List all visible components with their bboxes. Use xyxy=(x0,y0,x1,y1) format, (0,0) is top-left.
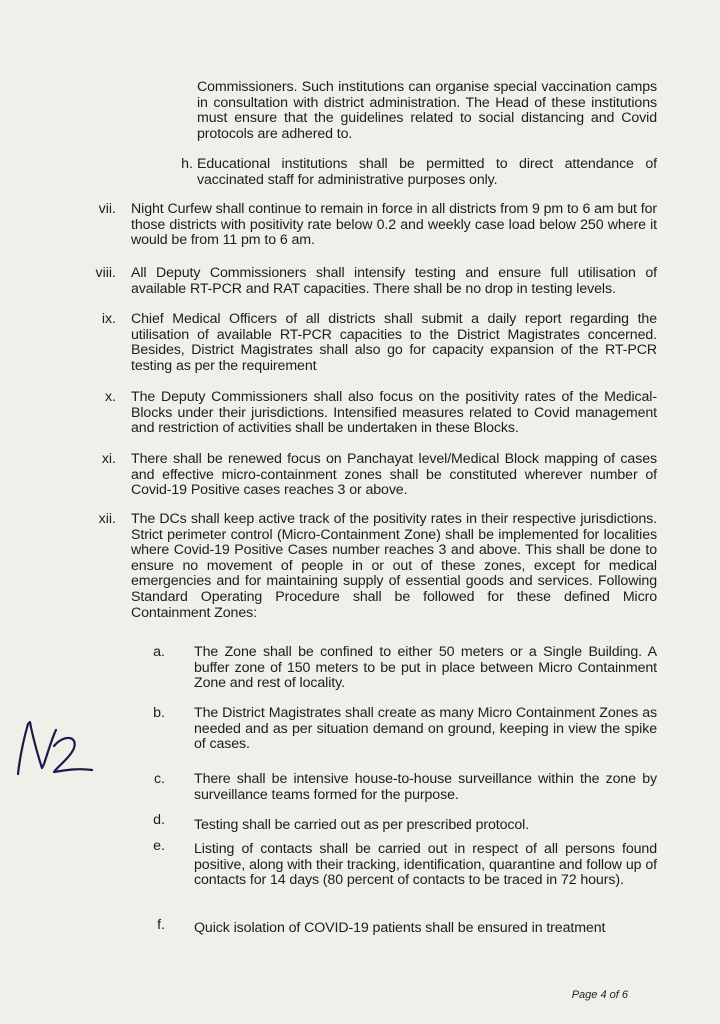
item-xii-text: The DCs shall keep active track of the positivity rates in their respective jurisdictions. Strict perimeter control (Micro-Containment Zone) shall be implemented for localities where Covid-19 Positive Cases number reaches 3 and above. This shall be done to ensure no movement of people in or out of these zones, except for medical emergencies and for maintaining supply of essential goods and services. Following Standard Operating Procedure shall be followed for these defined Micro Containment Zones: xyxy=(131,511,657,621)
item-viii-marker: viii. xyxy=(95,265,116,281)
item-c-marker: c. xyxy=(153,771,165,787)
item-xii-marker: xii. xyxy=(98,511,116,527)
item-a-marker: a. xyxy=(153,644,165,660)
item-e-marker: e. xyxy=(153,838,165,854)
continuation-paragraph: Commissioners. Such institutions can organise special vaccination camps in consultation with district administration. The Head of these institutions must ensure that the guidelines related to social distancing and Covid protocols are adhered to. xyxy=(197,79,657,142)
item-vii-text: Night Curfew shall continue to remain in force in all districts from 9 pm to 6 am but for those districts with positivity rate below 0.2 and weekly case load below 250 where it would be from 11 pm to 6 am. xyxy=(131,201,657,249)
item-b-marker: b. xyxy=(153,705,165,721)
item-e-text: Listing of contacts shall be carried out in respect of all persons found positive, along with their tracking, identification, quarantine and follow up of contacts for 14 days (80 percent of contacts to be traced in 72 hours). xyxy=(194,841,657,889)
item-f-text: Quick isolation of COVID-19 patients shall be ensured in treatment xyxy=(194,920,606,936)
item-a-text: The Zone shall be confined to either 50 meters or a Single Building. A buffer zone of 150 meters to be put in place between Micro Containment Zone and rest of locality. xyxy=(194,644,657,692)
item-xi-text: There shall be renewed focus on Panchayat level/Medical Block mapping of cases and effective micro-containment zones shall be constituted wherever number of Covid-19 Positive cases reaches 3 or above. xyxy=(131,451,657,499)
item-d-marker: d. xyxy=(153,812,165,828)
item-c-text: There shall be intensive house-to-house surveillance within the zone by surveillance teams formed for the purpose. xyxy=(194,771,657,803)
item-viii-text: All Deputy Commissioners shall intensify testing and ensure full utilisation of available RT-PCR and RAT capacities. There shall be no drop in testing levels. xyxy=(131,265,657,297)
item-d-text: Testing shall be carried out as per prescribed protocol. xyxy=(194,817,530,833)
item-h-marker: h. xyxy=(181,156,193,172)
item-vii-marker: vii. xyxy=(98,201,116,217)
item-xi-marker: xi. xyxy=(101,451,116,467)
page-number: Page 4 of 6 xyxy=(571,989,628,1001)
item-b-text: The District Magistrates shall create as many Micro Containment Zones as needed and as per situation demand on ground, keeping in view the spike of cases. xyxy=(194,705,657,753)
item-f-marker: f. xyxy=(157,917,165,933)
item-h-text: Educational institutions shall be permitted to direct attendance of vaccinated staff for administrative purposes only. xyxy=(197,156,657,188)
item-ix-marker: ix. xyxy=(101,311,116,327)
item-x-text: The Deputy Commissioners shall also focus on the positivity rates of the Medical-Blocks under their jurisdictions. Intensified measures related to Covid management and restriction of activities shall be undertaken in these Blocks. xyxy=(131,389,657,437)
item-ix-text: Chief Medical Officers of all districts shall submit a daily report regarding the utilisation of available RT-PCR capacities to the District Magistrates concerned. Besides, District Magistrates shall also go for capacity expansion of the RT-PCR testing as per the requirement xyxy=(131,311,657,374)
handwritten-signature xyxy=(8,716,98,786)
item-x-marker: x. xyxy=(104,389,116,405)
